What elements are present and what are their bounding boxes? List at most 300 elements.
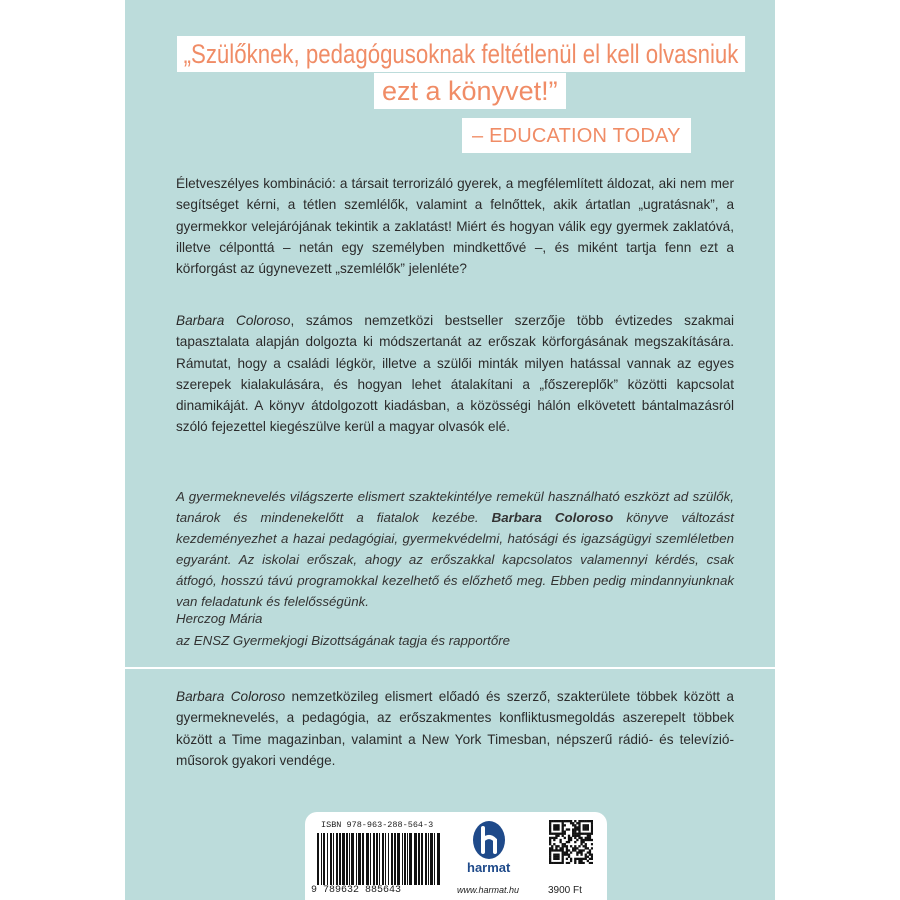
qr-module [555,828,557,830]
qr-module [562,824,564,826]
qr-module [559,839,561,841]
qr-module [580,860,582,862]
qr-module [557,854,559,856]
about-author-text: nemzetközileg elismert előadó és szerző, szakterülete többek között a gyermeknevelés, a pedagógia, az erőszakmentes konfliktusmegoldás aszerepelt többek között a Time magazinban, valamint a New York Timesban, népszerű rádió- és televízió-műsorok gyakori vendége. [176,689,734,768]
barcode-bar [425,833,427,885]
qr-module [583,841,585,843]
qr-module [559,862,561,864]
barcode-bar [317,833,319,885]
qr-module [568,862,570,864]
about-author-paragraph [176,686,734,771]
harmat-logo-icon [471,820,507,860]
qr-module [572,830,574,832]
qr-module [557,826,559,828]
qr-module [568,835,570,837]
qr-module [562,833,564,835]
qr-module [574,837,576,839]
blurb-paragraph-2 [176,310,734,438]
qr-module [549,833,551,835]
qr-module [583,833,585,835]
endorsement-paragraph [176,486,734,612]
qr-module [555,854,557,856]
qr-code-icon [549,820,593,864]
qr-module [553,833,555,835]
endorsement-text-2: könyve változást kezdeményezhet a hazai pedagógiai, gyermekvédelmi, hatósági és igazságügyi szemléletben egyaránt. Az iskolai erőszak, ahogy az erőszakkal kapcsolatos valamennyi kérdés, csak átfogó, hosszú távú programokkal kezelhető és előzhető meg. Ebben pedig mindannyiunknak van feladatunk és felelősségünk. [176,510,734,609]
qr-module [549,826,551,828]
qr-module [566,854,568,856]
qr-module [578,837,580,839]
qr-module [549,841,551,843]
qr-module [555,845,557,847]
qr-module [585,843,587,845]
qr-module [551,849,553,851]
publisher-website: www.harmat.hu [457,885,520,895]
qr-module [549,830,551,832]
qr-module [553,820,555,822]
barcode-bar [323,833,325,885]
qr-module [568,849,570,851]
qr-module [553,856,555,858]
qr-module [587,835,589,837]
qr-module [585,845,587,847]
qr-module [576,851,578,853]
qr-module [570,851,572,853]
quote-line-2 [374,73,566,109]
qr-module [576,833,578,835]
qr-module [568,828,570,830]
quote-line-1 [177,36,745,72]
qr-module [564,851,566,853]
barcode-bar [409,833,412,885]
author-name: Barbara Coloroso [176,313,291,328]
qr-module [585,820,587,822]
qr-module [555,826,557,828]
qr-module [570,822,572,824]
barcode-bar [333,833,334,885]
qr-module [580,833,582,835]
qr-module [568,856,570,858]
qr-module [568,837,570,839]
qr-module [578,851,580,853]
qr-module [553,858,555,860]
qr-module [549,839,551,841]
qr-module [578,826,580,828]
qr-module [587,860,589,862]
qr-module [587,837,589,839]
qr-module [553,849,555,851]
qr-module [574,849,576,851]
qr-module [553,837,555,839]
barcode-bar [414,833,417,885]
isbn-barcode [317,833,443,885]
barcode-bar [376,833,378,885]
barcode-bar [362,833,364,885]
qr-module [557,828,559,830]
qr-module [576,858,578,860]
endorsement-author-name: Barbara Coloroso [491,510,614,525]
qr-module [589,858,591,860]
qr-module [572,824,574,826]
qr-module [562,862,564,864]
quote-line-2-text: ezt a könyvet!” [382,75,558,106]
qr-module [557,856,559,858]
barcode-bar [394,833,396,885]
barcode-bar [349,833,350,885]
barcode-digits: 9 789632 885643 [311,885,402,896]
qr-module [557,862,559,864]
qr-module [591,854,593,856]
barcode-bar [428,833,429,885]
qr-module [555,820,557,822]
qr-module [585,824,587,826]
blurb-paragraph-1: Életveszélyes kombináció: a társait terrorizáló gyerek, a megfélemlített áldozat, aki nem mer segítséget kérni, a tétlen szemlélők, valamint a felnőttek, akik ártatlan „ugratásnak”, a gyermekkor velejárójának tekintik a zaklatást! Miért és hogyan válik egy gyermek zaklatóvá, illetve célponttá – netán egy személyben mindkettővé –, és miként tartja fenn ezt a körforgást az úgynevezett „szemlélők” jelenléte? [176,176,734,277]
qr-module [589,833,591,835]
barcode-bar [407,833,408,885]
qr-module [570,858,572,860]
qr-module [549,854,551,856]
qr-module [587,824,589,826]
qr-module [589,862,591,864]
qr-module [562,847,564,849]
qr-module [585,856,587,858]
qr-module [549,851,551,853]
qr-module [562,854,564,856]
qr-module [555,862,557,864]
qr-module [574,824,576,826]
qr-module [574,860,576,862]
qr-module [576,826,578,828]
qr-module [578,849,580,851]
qr-module [559,847,561,849]
publisher-name: harmat [467,860,511,875]
qr-module [583,828,585,830]
qr-module [564,830,566,832]
qr-module [549,847,551,849]
qr-module [549,843,551,845]
qr-module [583,826,585,828]
endorsement-signature-name: Herczog Mária [176,611,263,626]
barcode-bar [385,833,386,885]
barcode-bar [404,833,406,885]
qr-module [576,839,578,841]
qr-module [557,849,559,851]
qr-module [572,847,574,849]
qr-module [559,833,561,835]
qr-module [580,843,582,845]
qr-module [587,820,589,822]
qr-module [580,841,582,843]
qr-module [580,854,582,856]
qr-module [585,833,587,835]
qr-module [549,822,551,824]
qr-module [570,820,572,822]
barcode-bar [379,833,380,885]
qr-module [574,830,576,832]
qr-module [578,828,580,830]
qr-module [551,820,553,822]
qr-module [566,847,568,849]
qr-module [574,826,576,828]
qr-module [549,849,551,851]
qr-module [566,849,568,851]
quote-source [462,118,691,153]
barcode-bar [346,833,348,885]
qr-module [585,837,587,839]
qr-module [589,854,591,856]
qr-module [549,860,551,862]
qr-module [589,835,591,837]
qr-module [574,862,576,864]
qr-module [566,858,568,860]
qr-module [555,849,557,851]
qr-module [572,835,574,837]
barcode-bar [418,833,420,885]
qr-module [562,830,564,832]
qr-module [562,860,564,862]
qr-module [555,824,557,826]
qr-module [566,820,568,822]
qr-module [549,824,551,826]
qr-module [568,820,570,822]
qr-module [551,837,553,839]
qr-module [564,833,566,835]
qr-module [562,856,564,858]
barcode-card [305,812,607,900]
qr-module [576,847,578,849]
qr-module [572,833,574,835]
barcode-bar [388,833,389,885]
qr-module [583,824,585,826]
qr-module [583,845,585,847]
qr-module [559,820,561,822]
qr-module [557,820,559,822]
qr-module [585,826,587,828]
qr-module [553,828,555,830]
section-divider [125,667,775,669]
barcode-bar [421,833,423,885]
qr-module [587,833,589,835]
qr-module [553,843,555,845]
quote-source-text: – EDUCATION TODAY [472,124,681,147]
qr-module [555,835,557,837]
qr-module [589,849,591,851]
barcode-bar [356,833,357,885]
qr-module [576,828,578,830]
qr-module [551,862,553,864]
qr-module [570,839,572,841]
qr-module [585,847,587,849]
barcode-bar [391,833,393,885]
qr-module [557,858,559,860]
qr-module [589,851,591,853]
qr-module [574,820,576,822]
qr-module [557,845,559,847]
barcode-bar [327,833,328,885]
qr-module [574,858,576,860]
barcode-bar [430,833,433,885]
qr-module [564,820,566,822]
qr-module [572,849,574,851]
qr-module [578,822,580,824]
qr-module [566,851,568,853]
qr-module [549,837,551,839]
qr-module [578,820,580,822]
qr-module [583,862,585,864]
qr-module [587,851,589,853]
qr-module [570,860,572,862]
qr-module [549,856,551,858]
qr-module [585,839,587,841]
qr-module [551,847,553,849]
quote-line-1-text: „Szülőknek, pedagógusoknak feltétlenül el kell olvasniuk [183,38,739,69]
qr-module [570,845,572,847]
qr-module [555,856,557,858]
qr-module [591,828,593,830]
qr-module [580,858,582,860]
qr-module [585,854,587,856]
qr-module [553,824,555,826]
barcode-bar [370,833,371,885]
qr-module [585,828,587,830]
qr-module [553,839,555,841]
qr-module [580,839,582,841]
qr-module [580,820,582,822]
qr-module [564,824,566,826]
qr-module [566,845,568,847]
qr-module [568,841,570,843]
qr-module [580,862,582,864]
qr-module [553,854,555,856]
qr-module [587,828,589,830]
qr-module [587,826,589,828]
qr-module [562,851,564,853]
qr-module [549,858,551,860]
barcode-bar [382,833,384,885]
qr-module [578,858,580,860]
qr-module [566,841,568,843]
blurb-paragraph-2-text: , számos nemzetközi bestseller szerzője több évtizedes szakmai tapasztalata alapján dolgozta ki módszertanát az erőszak körforgásának megszakítására. Rámutat, hogy a családi légkör, illetve a szülői minták milyen hatással vannak az egyes szerepek kialakulására, és hogyan lehet átalakítani a „főszereplők” közötti kapcsolat dinamikáját. A könyv átdolgozott kiadásban, a közösségi hálón elkövetett bántalmazásról szóló fejezettel kiegészülve kerül a magyar olvasók elé. [176,313,734,435]
qr-module [557,824,559,826]
qr-module [591,843,593,845]
qr-module [564,845,566,847]
qr-module [568,839,570,841]
barcode-bar [402,833,403,885]
qr-module [549,828,551,830]
qr-module [559,849,561,851]
qr-module [551,845,553,847]
qr-module [578,830,580,832]
barcode-bar [366,833,369,885]
qr-module [583,820,585,822]
qr-module [574,833,576,835]
qr-module [562,828,564,830]
barcode-bar [336,833,338,885]
qr-module [580,837,582,839]
qr-module [591,822,593,824]
qr-module [557,835,559,837]
qr-module [580,849,582,851]
barcode-bar [397,833,400,885]
qr-module [591,826,593,828]
qr-module [566,828,568,830]
qr-module [562,835,564,837]
qr-module [564,843,566,845]
qr-module [578,845,580,847]
qr-module [562,826,564,828]
qr-module [576,854,578,856]
qr-module [580,851,582,853]
isbn-label: ISBN 978-963-288-564-3 [321,820,434,830]
qr-module [574,835,576,837]
qr-module [591,847,593,849]
qr-module [589,820,591,822]
qr-module [583,858,585,860]
qr-module [566,862,568,864]
qr-module [574,845,576,847]
qr-module [562,822,564,824]
qr-module [587,856,589,858]
qr-module [591,824,593,826]
qr-module [583,839,585,841]
qr-module [587,839,589,841]
qr-module [583,849,585,851]
qr-module [578,833,580,835]
barcode-bar [434,833,435,885]
qr-module [555,833,557,835]
qr-module [568,854,570,856]
qr-module [591,862,593,864]
price-label: 3900 Ft [548,885,582,896]
barcode-bar [351,833,354,885]
qr-module [557,833,559,835]
qr-module [587,847,589,849]
qr-module [555,847,557,849]
barcode-bar [373,833,375,885]
qr-module [591,856,593,858]
qr-module [553,862,555,864]
endorsement-text-1: A gyermeknevelés világszerte elismert szaktekintélye remekül használható eszközt ad szülők, tanárok és mindenekelőtt a fiatalok kezébe. [176,489,734,525]
qr-module [576,835,578,837]
qr-module [555,837,557,839]
qr-module [564,837,566,839]
qr-module [578,835,580,837]
qr-module [572,822,574,824]
barcode-bar [437,833,440,885]
qr-module [553,826,555,828]
barcode-bar [339,833,341,885]
qr-module [585,858,587,860]
book-back-cover [125,0,775,900]
barcode-bar [358,833,361,885]
qr-module [591,833,593,835]
barcode-bar [330,833,332,885]
qr-module [578,860,580,862]
qr-module [574,847,576,849]
qr-module [578,862,580,864]
qr-module [591,820,593,822]
qr-module [562,858,564,860]
qr-module [574,841,576,843]
qr-module [564,854,566,856]
qr-module [559,841,561,843]
endorsement-signature-title: az ENSZ Gyermekjogi Bizottságának tagja és rapportőre [176,633,511,648]
about-author-name: Barbara Coloroso [176,689,286,704]
qr-module [591,858,593,860]
qr-module [551,833,553,835]
qr-module [578,824,580,826]
qr-module [555,858,557,860]
qr-module [589,837,591,839]
